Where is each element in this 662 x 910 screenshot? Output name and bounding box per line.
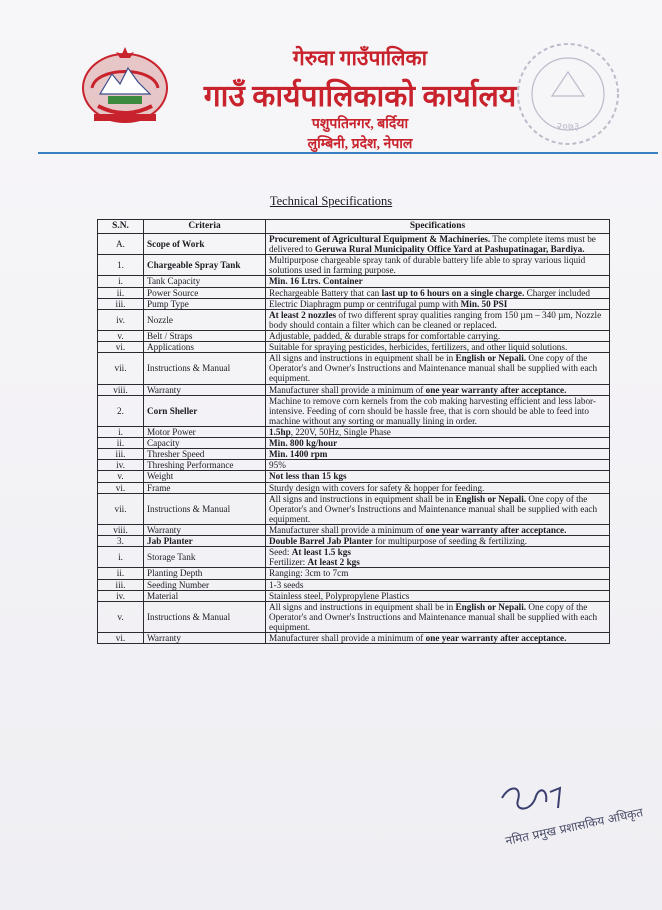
- spec-text: Adjustable, padded, & durable straps for comfortable carrying.: [269, 330, 501, 341]
- spec-text: of two different spray qualities ranging from 150 µm – 340 µm, Nozzle body should contain a filter which can be cleaned or replaced.: [269, 309, 602, 330]
- row-criteria: Applications: [144, 342, 266, 353]
- spec-text: Rechargeable Battery that can: [269, 287, 382, 298]
- spec-text-bold: 1.5hp: [269, 426, 291, 437]
- spec-text-bold: Min. 800 kg/hour: [269, 438, 338, 449]
- table-row: [98, 482, 610, 493]
- spec-text: One copy of the Operator's and Owner's Instructions and Maintenance manual shall be supplied with each equipment.: [269, 601, 598, 632]
- row-serial-number: i.: [98, 426, 144, 437]
- row-serial-number: iii.: [98, 449, 144, 460]
- signatory-designation: नमित प्रमुख प्रशासकिय अधिकृत: [504, 805, 645, 849]
- header-divider: [38, 152, 658, 154]
- row-specification: [266, 298, 610, 309]
- spec-text: All signs and instructions in equipment shall be in: [269, 601, 456, 612]
- row-serial-number: A.: [98, 234, 144, 255]
- table-row: [98, 309, 610, 330]
- row-criteria: Material: [144, 590, 266, 601]
- row-serial-number: v.: [98, 601, 144, 632]
- row-criteria: Pump Type: [144, 298, 266, 309]
- row-criteria: Thresher Speed: [144, 449, 266, 460]
- row-serial-number: ii.: [98, 438, 144, 449]
- row-specification: [266, 438, 610, 449]
- row-criteria: Warranty: [144, 633, 266, 644]
- row-specification: [266, 471, 610, 482]
- spec-text: Seed:: [269, 547, 292, 558]
- header-sn: S.N.: [98, 220, 144, 234]
- spec-text: Sturdy design with covers for safety & hopper for feeding.: [269, 482, 485, 493]
- spec-text: Charger included: [524, 287, 590, 298]
- header-specifications: Specifications: [266, 220, 610, 234]
- row-specification: [266, 493, 610, 524]
- spec-text-bold: English or Nepali.: [455, 353, 527, 364]
- table-row: [98, 330, 610, 341]
- spec-text: Manufacturer shall provide a minimum of: [269, 384, 426, 395]
- office-name: गाउँ कार्यपालिकाको कार्यालय: [203, 80, 517, 113]
- signature-stamp: [488, 778, 645, 856]
- row-serial-number: ii.: [98, 568, 144, 579]
- row-specification: [266, 482, 610, 493]
- spec-text-bold: English or Nepali.: [455, 601, 527, 612]
- table-row: [98, 384, 610, 395]
- row-serial-number: i.: [98, 547, 144, 568]
- office-seal-stamp: [512, 38, 624, 150]
- address-line: पशुपतिनगर, बर्दिया: [311, 117, 409, 132]
- spec-text: for multipurpose of seeding & fertilizing.: [372, 536, 528, 547]
- row-specification: [266, 633, 610, 644]
- table-row: [98, 568, 610, 579]
- row-specification: [266, 426, 610, 437]
- row-criteria: Chargeable Spray Tank: [144, 255, 266, 276]
- spec-text-bold: At least 2 kgs: [307, 557, 360, 568]
- table-row: [98, 633, 610, 644]
- row-serial-number: vi.: [98, 342, 144, 353]
- row-criteria: Warranty: [144, 524, 266, 535]
- row-specification: [266, 524, 610, 535]
- row-serial-number: v.: [98, 471, 144, 482]
- row-specification: [266, 395, 610, 426]
- municipality-name: गेरुवा गाउँपालिका: [292, 46, 428, 70]
- row-specification: [266, 460, 610, 471]
- spec-text-bold: Geruwa Rural Municipality Office Yard at Pashupatinagar, Bardiya.: [314, 244, 585, 255]
- spec-text: Fertilizer:: [269, 557, 306, 568]
- row-serial-number: 1.: [98, 255, 144, 276]
- spec-text: One copy of the Operator's and Owner's Instructions and Maintenance manual shall be supplied with each equipment.: [269, 353, 598, 384]
- row-criteria: Corn Sheller: [144, 395, 266, 426]
- table-row: [98, 438, 610, 449]
- row-criteria: Power Source: [144, 287, 266, 298]
- header-criteria: Criteria: [144, 220, 266, 234]
- table-row: [98, 536, 610, 547]
- row-serial-number: iii.: [98, 298, 144, 309]
- row-serial-number: vii.: [98, 493, 144, 524]
- table-row: [98, 601, 610, 632]
- row-specification: [266, 287, 610, 298]
- spec-text-bold: Procurement of Agricultural Equipment & Machineries.: [269, 234, 491, 244]
- spec-text-bold: Min. 16 Ltrs. Container: [269, 276, 363, 287]
- spec-text: Suitable for spraying pesticides, herbicides, fertilizers, and other liquid solutions.: [269, 342, 568, 353]
- spec-text: 95%: [269, 460, 286, 471]
- row-serial-number: 2.: [98, 395, 144, 426]
- document-title: Technical Specifications: [269, 194, 393, 208]
- spec-text: Electric Diaphragm pump or centrifugal pump with: [269, 298, 461, 309]
- table-header-row: [98, 220, 610, 234]
- row-specification: [266, 353, 610, 384]
- row-specification: [266, 234, 610, 255]
- row-specification: [266, 276, 610, 287]
- spec-text-bold: one year warranty after acceptance.: [425, 633, 567, 644]
- row-specification: [266, 309, 610, 330]
- spec-text-bold: At least 1.5 kgs: [291, 547, 351, 558]
- row-specification: [266, 579, 610, 590]
- table-row: [98, 524, 610, 535]
- spec-text: Machine to remove corn kernels from the cob making harvesting efficient and less labor-intensive. Feeding of corn should be hassle free, that is corn should be able to feed into machine without any sorting or manually lining in order.: [269, 395, 596, 426]
- table-row: [98, 298, 610, 309]
- technical-specifications-table: [97, 219, 610, 644]
- spec-text-bold: English or Nepali.: [455, 493, 527, 504]
- table-row: [98, 471, 610, 482]
- table-row: [98, 547, 610, 568]
- table-row: [98, 579, 610, 590]
- spec-text: 1-3 seeds: [269, 579, 304, 590]
- spec-text: Multipurpose chargeable spray tank of durable battery life able to spray various liquid solutions used in farming purpose.: [269, 255, 586, 276]
- table-row: [98, 255, 610, 276]
- row-criteria: Weight: [144, 471, 266, 482]
- row-specification: [266, 547, 610, 568]
- row-specification: [266, 449, 610, 460]
- table-body: [98, 234, 610, 644]
- table-row: [98, 395, 610, 426]
- province-line: लुम्बिनी, प्रदेश, नेपाल: [307, 137, 413, 152]
- row-criteria: Motor Power: [144, 426, 266, 437]
- spec-text: The complete items must be delivered to: [269, 234, 596, 255]
- spec-text-bold: Min. 50 PSI: [460, 298, 508, 309]
- row-criteria: Threshing Performance: [144, 460, 266, 471]
- row-criteria: Planting Depth: [144, 568, 266, 579]
- row-specification: [266, 330, 610, 341]
- row-serial-number: iv.: [98, 590, 144, 601]
- row-criteria: Tank Capacity: [144, 276, 266, 287]
- spec-text: All signs and instructions in equipment shall be in: [269, 353, 456, 364]
- table-row: [98, 590, 610, 601]
- spec-text: Manufacturer shall provide a minimum of: [269, 524, 426, 535]
- row-serial-number: 3.: [98, 536, 144, 547]
- row-serial-number: vi.: [98, 482, 144, 493]
- spec-text: All signs and instructions in equipment shall be in: [269, 493, 456, 504]
- row-specification: [266, 342, 610, 353]
- spec-text-bold: one year warranty after acceptance.: [425, 384, 567, 395]
- row-serial-number: vi.: [98, 633, 144, 644]
- spec-text: , 220V, 50Hz, Single Phase: [290, 426, 391, 437]
- row-specification: [266, 568, 610, 579]
- spec-text-bold: Min. 1400 rpm: [269, 449, 328, 460]
- spec-text-bold: last up to 6 hours on a single charge.: [381, 287, 525, 298]
- row-criteria: Belt / Straps: [144, 330, 266, 341]
- seal-year: २०७३: [556, 120, 580, 133]
- spec-text: One copy of the Operator's and Owner's Instructions and Maintenance manual shall be supplied with each equipment.: [269, 493, 598, 524]
- row-serial-number: i.: [98, 276, 144, 287]
- table-row: [98, 493, 610, 524]
- row-specification: [266, 601, 610, 632]
- row-serial-number: ii.: [98, 287, 144, 298]
- row-serial-number: iv.: [98, 309, 144, 330]
- row-specification: [266, 536, 610, 547]
- nepal-emblem-logo: [78, 44, 172, 126]
- row-criteria: Scope of Work: [144, 234, 266, 255]
- row-specification: [266, 590, 610, 601]
- spec-text-bold: Double Barrel Jab Planter: [269, 536, 373, 547]
- table-row: [98, 449, 610, 460]
- table-row: [98, 342, 610, 353]
- spec-text-bold: one year warranty after acceptance.: [425, 524, 567, 535]
- row-criteria: Capacity: [144, 438, 266, 449]
- row-serial-number: viii.: [98, 384, 144, 395]
- row-criteria: Storage Tank: [144, 547, 266, 568]
- row-specification: [266, 384, 610, 395]
- row-criteria: Frame: [144, 482, 266, 493]
- row-criteria: Nozzle: [144, 309, 266, 330]
- row-specification: [266, 255, 610, 276]
- table-row: [98, 276, 610, 287]
- row-serial-number: iv.: [98, 460, 144, 471]
- spec-text: Stainless steel, Polypropylene Plastics: [269, 590, 410, 601]
- row-criteria: Instructions & Manual: [144, 353, 266, 384]
- spec-text-bold: Not less than 15 kgs: [269, 471, 347, 482]
- row-criteria: Jab Planter: [144, 536, 266, 547]
- row-serial-number: iii.: [98, 579, 144, 590]
- spec-text: Ranging: 3cm to 7cm: [269, 568, 349, 579]
- table-row: [98, 460, 610, 471]
- table-row: [98, 426, 610, 437]
- row-serial-number: v.: [98, 330, 144, 341]
- row-criteria: Seeding Number: [144, 579, 266, 590]
- spec-text-bold: At least 2 nozzles: [269, 309, 337, 320]
- table-row: [98, 234, 610, 255]
- spec-text: Manufacturer shall provide a minimum of: [269, 633, 426, 644]
- row-serial-number: viii.: [98, 524, 144, 535]
- table-row: [98, 287, 610, 298]
- row-serial-number: vii.: [98, 353, 144, 384]
- table-row: [98, 353, 610, 384]
- row-criteria: Instructions & Manual: [144, 493, 266, 524]
- row-criteria: Warranty: [144, 384, 266, 395]
- row-criteria: Instructions & Manual: [144, 601, 266, 632]
